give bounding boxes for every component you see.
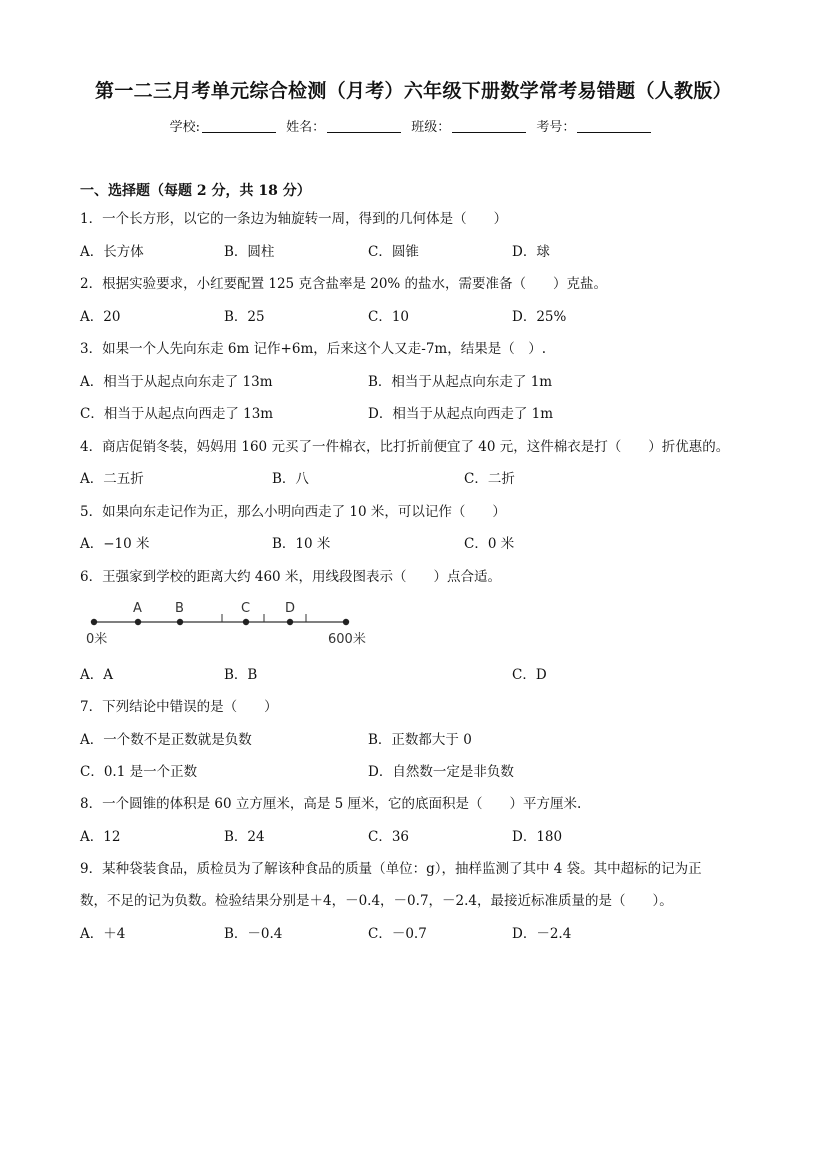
q8-option-d[interactable]: D．180 [512,829,563,845]
question-9-continued: 数，不足的记为负数。检验结果分别是＋4，－0.4，－0.7，－2.4，最接近标准质量的是（ ）。 [80,893,673,909]
q3-option-d[interactable]: D．相当于从起点向西走了 1m [368,406,554,422]
question-4: 4．商店促销冬装，妈妈用 160 元买了一件棉衣，比打折前便宜了 40 元，这件棉衣是打（ ）折优惠的。 [80,439,730,455]
q6-option-a[interactable]: A．A [80,667,113,683]
q6-option-c[interactable]: C．D [512,667,547,683]
q9-option-a[interactable]: A．＋4 [80,926,126,942]
point-c [243,619,249,625]
number-blank[interactable] [577,120,651,133]
question-3: 3．如果一个人先向东走 6m 记作+6m，后来这个人又走-7m，结果是（ ）. [80,341,547,357]
question-9: 9．某种袋装食品，质检员为了解该种食品的质量（单位：g），抽样监测了其中 4 袋。其中超标的记为正 [80,861,702,877]
label-c: C [241,601,251,616]
point-end [343,619,349,625]
q2-option-c[interactable]: C．10 [368,309,410,325]
q7-option-d[interactable]: D．自然数一定是非负数 [368,764,514,780]
q7-option-a[interactable]: A．一个数不是正数就是负数 [80,732,252,748]
q3-option-c[interactable]: C．相当于从起点向西走了 13m [80,406,274,422]
q7-option-b[interactable]: B．正数都大于 0 [368,732,472,748]
q5-option-b[interactable]: B．10 米 [272,536,331,552]
section-heading: 一、选择题（每题 2 分，共 18 分） [80,183,311,199]
question-2: 2．根据实验要求，小红要配置 125 克含盐率是 20% 的盐水，需要准备（ ）克盐。 [80,276,608,292]
q5-option-a[interactable]: A．−10 米 [80,536,150,552]
q1-option-c[interactable]: C．圆锥 [368,244,419,260]
q3-option-a[interactable]: A．相当于从起点向东走了 13m [80,374,273,390]
q1-option-b[interactable]: B．圆柱 [224,244,275,260]
q7-option-c[interactable]: C．0.1 是一个正数 [80,764,198,780]
q9-option-d[interactable]: D．－2.4 [512,926,572,942]
point-b [177,619,183,625]
label-a: A [133,601,142,616]
label-d: D [285,601,296,616]
name-blank[interactable] [327,120,401,133]
q8-option-c[interactable]: C．36 [368,829,410,845]
point-d [287,619,293,625]
q1-option-a[interactable]: A．长方体 [80,244,144,260]
q6-option-b[interactable]: B．B [224,667,258,683]
q8-option-b[interactable]: B．24 [224,829,265,845]
page-title: 第一二三月考单元综合检测（月考）六年级下册数学常考易错题（人教版） [95,80,732,102]
q2-option-d[interactable]: D．25% [512,309,567,325]
question-1: 1．一个长方形，以它的一条边为轴旋转一周，得到的几何体是（ ） [80,211,508,227]
q9-option-b[interactable]: B．－0.4 [224,926,283,942]
label-start: 0米 [86,632,108,647]
class-label: 班级： [411,120,451,135]
number-label: 考号： [536,120,576,135]
question-7: 7．下列结论中错误的是（ ） [80,699,278,715]
label-end: 600米 [328,632,366,647]
q8-option-a[interactable]: A．12 [80,829,121,845]
q2-option-b[interactable]: B．25 [224,309,265,325]
school-label: 学校: [169,120,200,135]
point-a [135,619,141,625]
q5-option-c[interactable]: C．0 米 [464,536,515,552]
student-info-line [0,116,827,135]
question-5: 5．如果向东走记作为正，那么小明向西走了 10 米，可以记作（ ） [80,504,506,520]
q4-option-c[interactable]: C．二折 [464,471,515,487]
question-6: 6．王强家到学校的距离大约 460 米，用线段图表示（ ）点合适。 [80,569,501,585]
point-start [91,619,97,625]
q4-option-a[interactable]: A．二五折 [80,471,144,487]
q9-option-c[interactable]: C．－0.7 [368,926,427,942]
class-blank[interactable] [452,120,526,133]
q2-option-a[interactable]: A．20 [80,309,121,325]
name-label: 姓名： [286,120,326,135]
q3-option-b[interactable]: B．相当于从起点向东走了 1m [368,374,553,390]
q1-option-d[interactable]: D．球 [512,244,550,260]
school-blank[interactable] [202,120,276,133]
q4-option-b[interactable]: B．八 [272,471,309,487]
question-8: 8．一个圆锥的体积是 60 立方厘米，高是 5 厘米，它的底面积是（ ）平方厘米. [80,796,582,812]
label-b: B [175,601,184,616]
number-line-diagram [84,598,384,650]
